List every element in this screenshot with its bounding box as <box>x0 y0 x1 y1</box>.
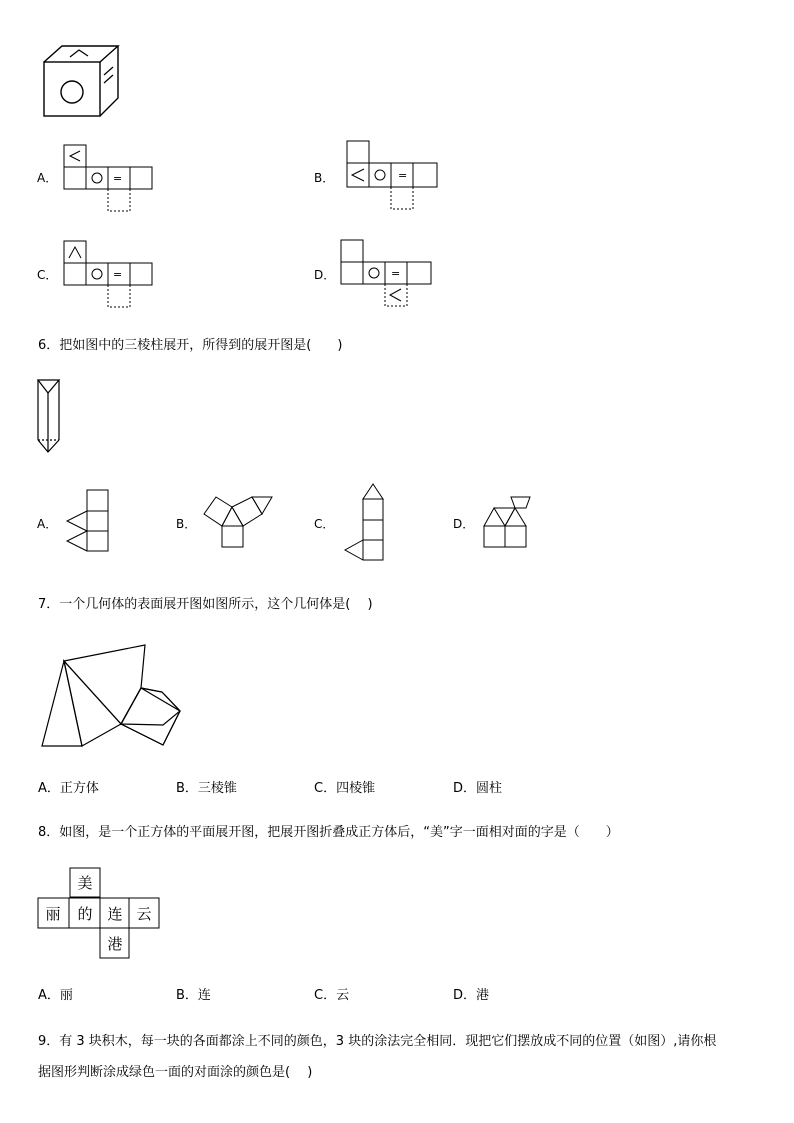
q7-option-d-label: D． <box>453 781 477 796</box>
q7-option-a-label: A． <box>38 781 60 796</box>
q8-net-char-right1: 连 <box>107 905 123 923</box>
q5-option-a-label: A． <box>37 171 58 185</box>
q8-option-a-label: A． <box>38 988 60 1003</box>
q8-net-char-bottom: 港 <box>107 935 123 953</box>
q8-option-b-label: B． <box>176 988 198 1003</box>
q7-option-a-text: 正方体 <box>59 781 99 796</box>
q8-net-char-top: 美 <box>77 874 93 892</box>
q5-net-b-equals: = <box>398 169 408 182</box>
q8-option-c-label: C． <box>314 988 337 1003</box>
q9-question-line-2: 据图形判断涂成绿色一面的对面涂的颜色是( ) <box>38 1065 313 1080</box>
q8-option-c-text: 云 <box>336 988 350 1003</box>
q8-option-b-text: 连 <box>197 988 211 1003</box>
q5-option-c-label: C． <box>37 268 58 282</box>
q6-option-a-label: A． <box>37 517 58 531</box>
q8-option-c[interactable] <box>314 988 349 1004</box>
q9-question-line-1: 9．有 3 块积木，每一块的各面都涂上不同的颜色，3 块的涂法完全相同．现把它们摆放成不同的位置（如图）,请你根 <box>38 1034 717 1049</box>
q8-option-d[interactable] <box>453 988 489 1004</box>
q8-option-d-text: 港 <box>476 988 490 1003</box>
q7-question-text: 7．一个几何体的表面展开图如图所示，这个几何体是( ) <box>38 597 373 612</box>
q6-option-c-label: C． <box>314 517 335 531</box>
q5-option-b-label: B． <box>314 171 335 185</box>
q6-option-b-label: B． <box>176 517 197 531</box>
q8-net-char-left: 丽 <box>45 905 61 923</box>
q6-option-d-label: D． <box>453 517 475 531</box>
q7-option-d-text: 圆柱 <box>476 781 503 796</box>
q6-question-text: 6．把如图中的三棱柱展开，所得到的展开图是( ) <box>38 338 343 353</box>
q5-net-d-equals: = <box>391 267 401 280</box>
q5-net-c-equals: = <box>113 268 123 281</box>
q8-option-a[interactable] <box>38 988 73 1004</box>
q8-question-text: 8．如图，是一个正方体的平面展开图，把展开图折叠成正方体后，“美”字一面相对面的字是（ ） <box>38 825 619 840</box>
q5-option-d-label: D． <box>314 268 336 282</box>
q8-net-char-mid: 的 <box>77 905 93 923</box>
q8-net-char-right2: 云 <box>136 905 152 923</box>
q7-option-b-text: 三棱锥 <box>197 781 237 796</box>
q7-option-b-label: B． <box>176 781 198 796</box>
q7-option-c-text: 四棱锥 <box>336 781 376 796</box>
q5-net-a-equals: = <box>113 172 123 185</box>
q8-option-d-label: D． <box>453 988 477 1003</box>
q7-option-c-label: C． <box>314 781 337 796</box>
q8-option-a-text: 丽 <box>59 988 73 1003</box>
q8-option-b[interactable] <box>176 988 211 1004</box>
